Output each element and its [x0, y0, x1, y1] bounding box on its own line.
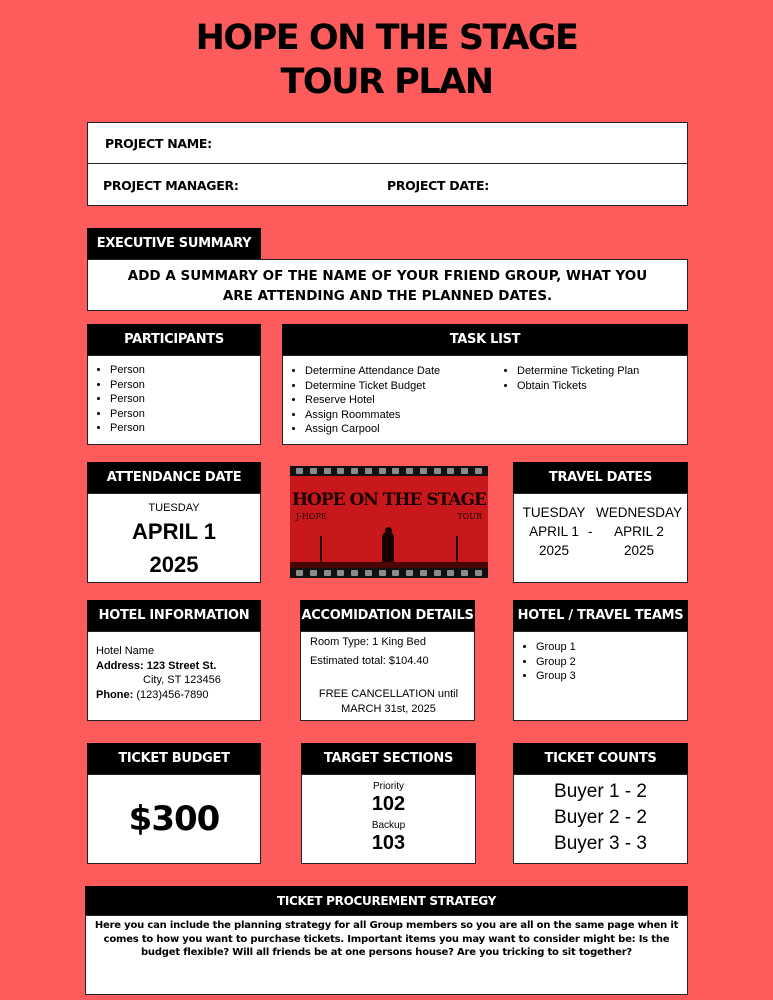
target-sections-box [301, 774, 476, 864]
list-item: • Person [110, 392, 260, 407]
priority-section: 102 [371, 793, 406, 815]
room-type: Room Type: 1 King Bed [310, 636, 426, 648]
list-item: • Group 3 [536, 669, 687, 684]
ticket-budget-amount: $300 [87, 774, 261, 864]
list-item: • Assign Carpool [305, 422, 495, 437]
travel-end-day: WEDNESDAY [596, 505, 683, 520]
strategy-heading: TICKET PROCUREMENT STRATEGY [85, 886, 688, 916]
tour-poster-image [290, 466, 488, 578]
participants-list [88, 363, 260, 436]
stage-light-right [456, 536, 458, 562]
project-date-label: PROJECT DATE: [387, 177, 489, 193]
page-title [0, 18, 773, 102]
ticket-count-item: Buyer 2 - 2 [554, 807, 647, 828]
project-info-box [87, 122, 688, 206]
list-item: • Determine Ticket Budget [305, 379, 495, 394]
ticket-count-item: Buyer 3 - 3 [554, 833, 647, 854]
stage-light-left [320, 536, 322, 562]
hotel-information-heading: HOTEL INFORMATION [87, 600, 261, 632]
task-list-heading: TASK LIST [282, 324, 688, 356]
list-item: • Assign Roommates [305, 408, 495, 423]
cancellation-line-2: MARCH 31st, 2025 [341, 703, 436, 715]
cancellation-line-1: FREE CANCELLATION until [318, 688, 459, 700]
attendance-date-box [87, 493, 261, 583]
poster-artist: J-HOPE [296, 512, 327, 521]
list-item: • Group 1 [536, 640, 687, 655]
hotel-address-label: Address: [96, 659, 144, 672]
ticket-counts-heading: TICKET COUNTS [513, 743, 688, 775]
hotel-name: Hotel Name [96, 645, 155, 657]
project-manager-label: PROJECT MANAGER: [103, 177, 239, 193]
priority-label: Priority [372, 781, 405, 792]
executive-summary-text: ADD A SUMMARY OF THE NAME OF YOUR FRIEND GROUP, WHAT YOU ARE ATTENDING AND THE PLANNED DATES. [87, 259, 688, 311]
poster-title: HOPE ON THE STAGE [291, 490, 487, 510]
list-item: • Person [110, 378, 260, 393]
attendance-date: APRIL 1 [132, 519, 216, 544]
task-list-col-1 [283, 364, 495, 444]
poster-frame [290, 476, 488, 568]
strategy-text: Here you can include the planning strategy for all Group members so you are all on the same page when it comes to how you want to purchase tickets. Important items you may want to consider might be: Is the budget flexible? Will all friends be at one persons house? Are you tricking to sit together? [85, 915, 688, 995]
cancellation-note [301, 687, 476, 717]
list-item: • Determine Attendance Date [305, 364, 495, 379]
list-item: • Obtain Tickets [517, 379, 639, 394]
poster-tour: TOUR [457, 512, 482, 521]
list-item: • Determine Ticketing Plan [517, 364, 639, 379]
task-list-col-2 [495, 364, 639, 444]
list-item: • Reserve Hotel [305, 393, 495, 408]
travel-start-day: TUESDAY [522, 505, 586, 520]
list-item: • Person [110, 421, 260, 436]
title-line-2: TOUR PLAN [280, 62, 493, 102]
ticket-budget-heading: TICKET BUDGET [87, 743, 261, 775]
poster-stage [290, 562, 488, 568]
ticket-count-item: Buyer 1 - 2 [554, 781, 647, 802]
travel-end-date: APRIL 2 [614, 524, 664, 539]
travel-dates-box [513, 493, 688, 583]
attendance-date-heading: ATTENDANCE DATE [87, 462, 261, 494]
backup-section: 103 [371, 832, 406, 854]
executive-summary-heading: EXECUTIVE SUMMARY [87, 228, 261, 260]
task-list-box [282, 355, 688, 445]
accommodation-box [300, 631, 475, 721]
participants-heading: PARTICIPANTS [87, 324, 261, 356]
list-item: • Person [110, 363, 260, 378]
project-name-label: PROJECT NAME: [105, 135, 212, 151]
hotel-information-box [87, 631, 261, 721]
target-sections-heading: TARGET SECTIONS [301, 743, 476, 775]
hotel-address: 123 Street St. [146, 659, 217, 672]
title-line-1: HOPE ON THE STAGE [195, 18, 578, 58]
attendance-weekday: TUESDAY [148, 502, 200, 514]
hotel-address-line [96, 659, 260, 674]
performer-silhouette-icon [382, 532, 394, 562]
teams-list [514, 640, 687, 684]
travel-start [518, 503, 590, 560]
ticket-counts-box [513, 774, 688, 864]
film-perforation-bottom [290, 568, 488, 578]
travel-start-year: 2025 [538, 543, 570, 558]
travel-dates-heading: TRAVEL DATES [513, 462, 688, 494]
hotel-phone-label: Phone: [96, 688, 134, 701]
hotel-city: City, ST 123456 [143, 674, 221, 686]
hotel-phone: (123)456-7890 [136, 688, 209, 701]
teams-heading: HOTEL / TRAVEL TEAMS [513, 600, 688, 632]
estimated-total: Estimated total: $104.40 [310, 655, 429, 667]
film-perforation-top [290, 466, 488, 476]
accommodation-heading: ACCOMIDATION DETAILS [300, 600, 475, 632]
attendance-year: 2025 [149, 552, 199, 577]
travel-end-year: 2025 [623, 543, 655, 558]
travel-separator: - [588, 524, 593, 539]
travel-end [596, 503, 682, 560]
performer-head-icon [385, 527, 392, 534]
participants-box [87, 355, 261, 445]
travel-start-date: APRIL 1 [529, 524, 579, 539]
hotel-phone-line [96, 688, 260, 703]
teams-box [513, 631, 688, 721]
backup-label: Backup [371, 820, 406, 831]
list-item: • Person [110, 407, 260, 422]
list-item: • Group 2 [536, 655, 687, 670]
